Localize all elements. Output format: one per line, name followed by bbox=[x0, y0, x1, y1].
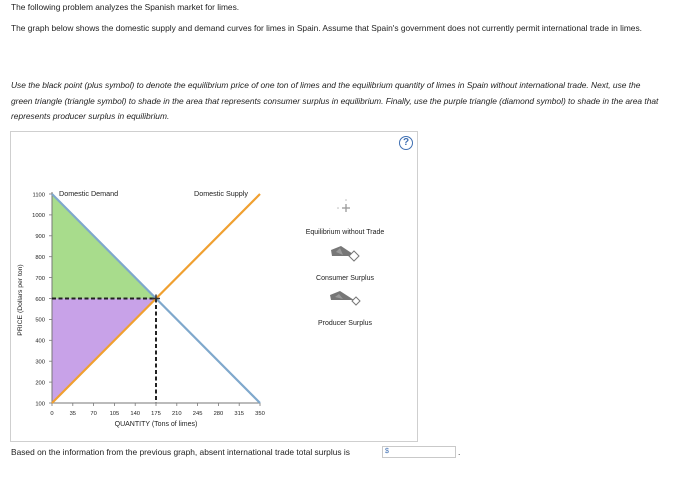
intro-line-2: The graph below shows the domestic supply and demand curves for limes in Spain. Assume that Spain's government does not currently permit international trade in limes. bbox=[11, 23, 642, 33]
x-tick-label: 140 bbox=[130, 411, 141, 417]
currency-prefix: $ bbox=[385, 448, 389, 455]
consumer-surplus-tool-label: Consumer Surplus bbox=[316, 275, 374, 282]
y-tick-label: 200 bbox=[35, 380, 45, 387]
equilibrium-tool-label: Equilibrium without Trade bbox=[305, 229, 385, 236]
diamond-icon[interactable] bbox=[330, 291, 360, 305]
supply-curve-label: Domestic Supply bbox=[194, 189, 248, 198]
producer-surplus-tool[interactable] bbox=[318, 291, 373, 327]
triangle-icon[interactable] bbox=[331, 246, 359, 261]
y-tick-label: 1000 bbox=[32, 213, 45, 220]
y-tick-label: 700 bbox=[35, 275, 45, 282]
x-tick-label: 245 bbox=[192, 411, 203, 417]
y-tick-label: 600 bbox=[35, 296, 45, 303]
question-suffix: . bbox=[458, 447, 461, 457]
consumer-surplus-tool[interactable] bbox=[316, 246, 374, 282]
instructions: Use the black point (plus symbol) to denote the equilibrium price of one ton of limes and the equilibrium quantity of limes in Spain without international trade. Next, use the green triangle (triangle symbol) to shade in the area that represents consumer surplus in equilibrium. Finally, use the purple triangle (diamond symbol) to shade in the area that represents producer surplus in equilibrium. bbox=[11, 80, 659, 121]
x-tick-label: 0 bbox=[50, 411, 54, 417]
y-tick-label: 500 bbox=[35, 317, 45, 324]
intro-line-1: The following problem analyzes the Spanish market for limes. bbox=[11, 2, 240, 12]
demand-curve-label: Domestic Demand bbox=[59, 189, 119, 198]
help-icon[interactable]: ? bbox=[399, 136, 413, 150]
y-tick-label: 800 bbox=[35, 255, 45, 261]
x-tick-label: 350 bbox=[255, 411, 265, 417]
x-tick-label: 280 bbox=[213, 411, 224, 417]
total-surplus-input[interactable] bbox=[382, 446, 456, 458]
plus-icon[interactable] bbox=[337, 199, 350, 212]
question-text: Based on the information from the previous graph, absent international trade total surplus is bbox=[11, 447, 350, 457]
producer-surplus-tool-label: Producer Surplus bbox=[317, 320, 373, 327]
x-tick-label: 105 bbox=[109, 411, 120, 417]
x-tick-label: 315 bbox=[234, 411, 245, 417]
x-axis-title: QUANTITY (Tons of limes) bbox=[114, 421, 198, 428]
equilibrium-tool[interactable] bbox=[306, 199, 385, 236]
y-tick-label: 400 bbox=[35, 338, 45, 345]
x-tick-label: 175 bbox=[151, 411, 161, 417]
y-tick-label: 900 bbox=[35, 234, 45, 241]
y-tick-label: 100 bbox=[35, 401, 45, 408]
x-tick-label: 210 bbox=[171, 411, 182, 417]
y-tick-label: 300 bbox=[35, 359, 45, 366]
y-tick-label: 1100 bbox=[32, 192, 45, 199]
x-tick-label: 35 bbox=[69, 411, 77, 417]
x-tick-label: 70 bbox=[90, 411, 97, 417]
y-axis-title: PRICE (Dollars per ton) bbox=[17, 264, 24, 336]
